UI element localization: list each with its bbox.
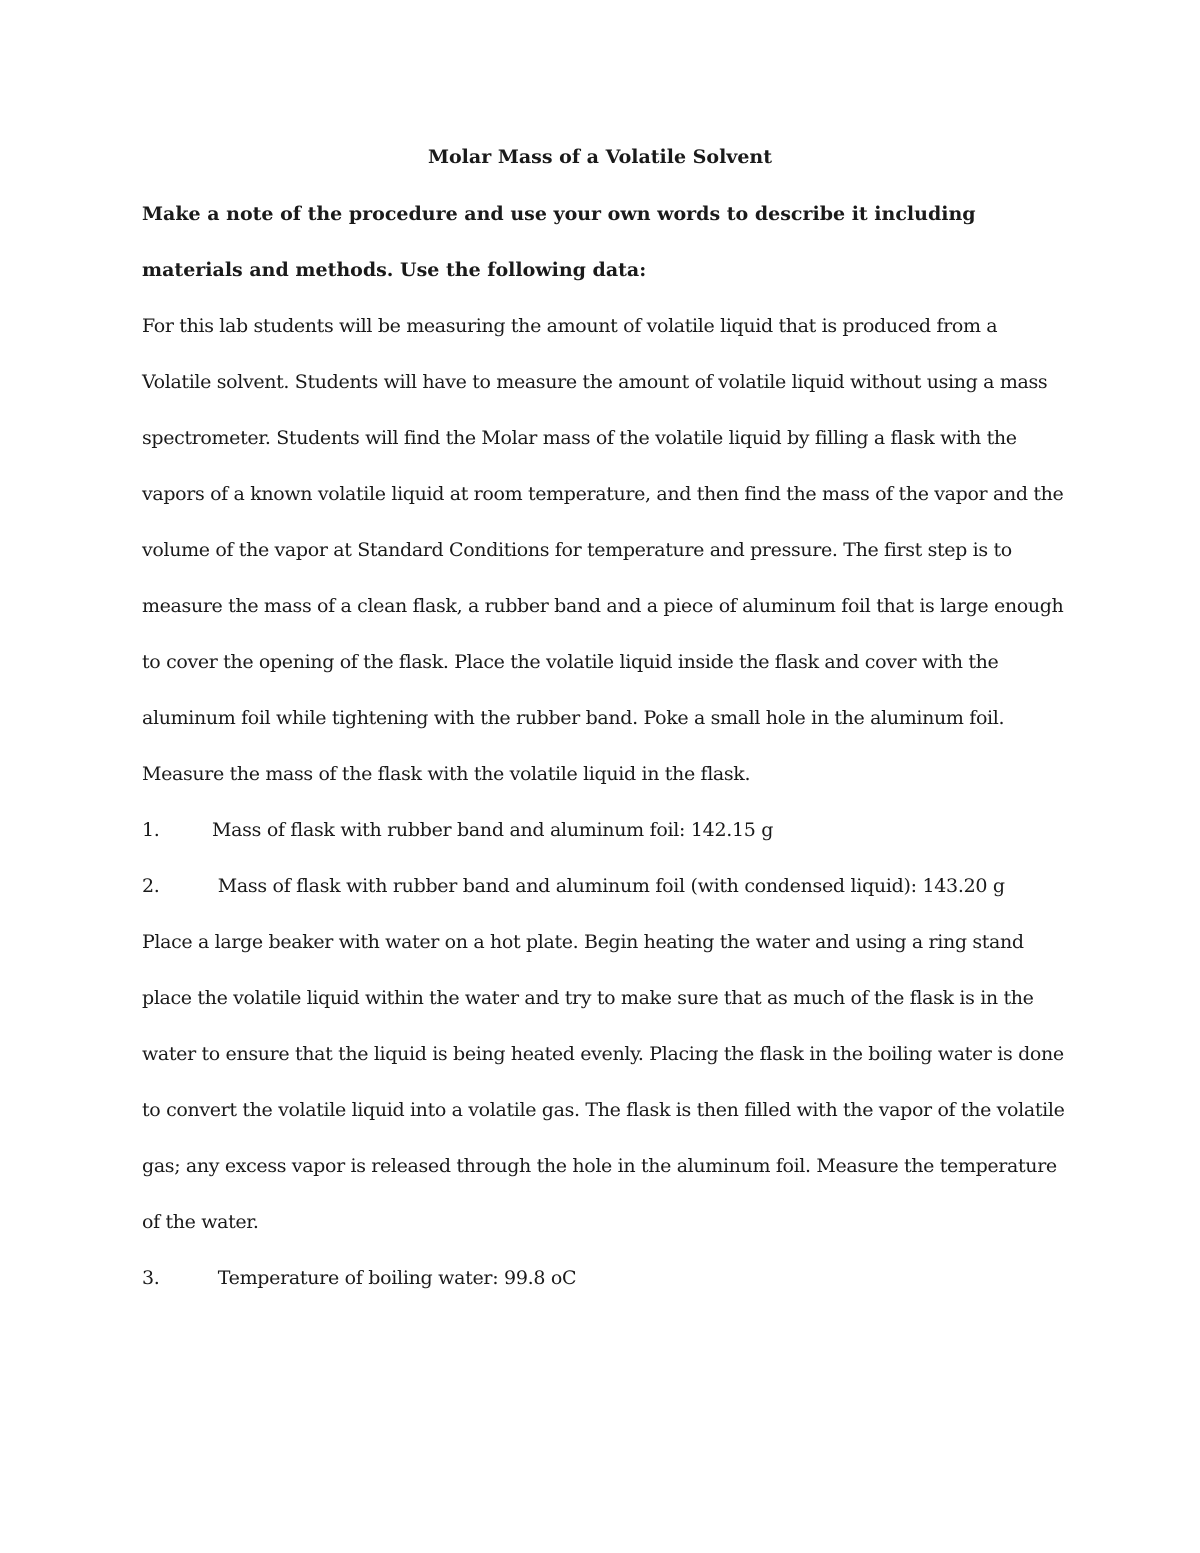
document-title: Molar Mass of a Volatile Solvent <box>427 146 773 168</box>
item-number: 3. <box>142 1267 160 1289</box>
data-item <box>142 1250 1072 1306</box>
data-item <box>142 858 1072 914</box>
data-item <box>142 802 1072 858</box>
item-text: Temperature of boiling water: 99.8 oC <box>212 1267 577 1289</box>
item-text: Mass of flask with rubber band and aluminum foil: 142.15 g <box>212 819 774 841</box>
document-body <box>142 186 1072 1306</box>
item-text: Mass of flask with rubber band and aluminum foil (with condensed liquid): 143.20 g <box>212 875 1005 897</box>
item-number: 2. <box>142 875 160 897</box>
instruction-text: Make a note of the procedure and use your own words to describe it including materials and methods. Use the following data: <box>142 203 976 281</box>
procedure-paragraph-1: For this lab students will be measuring the amount of volatile liquid that is produced from a Volatile solvent. Students will have to measure the amount of volatile liquid without using a mass spectrometer. Students will find the Molar mass of the volatile liquid by filling a flask with the vapors of a known volatile liquid at room temperature, and then find the mass of the vapor and the volume of the vapor at Standard Conditions for temperature and pressure. The first step is to measure the mass of a clean flask, a rubber band and a piece of aluminum foil that is large enough to cover the opening of the flask. Place the volatile liquid inside the flask and cover with the aluminum foil while tightening with the rubber band. Poke a small hole in the aluminum foil. Measure the mass of the flask with the volatile liquid in the flask. <box>142 315 1064 785</box>
procedure-paragraph-2: Place a large beaker with water on a hot plate. Begin heating the water and using a ring stand place the volatile liquid within the water and try to make sure that as much of the flask is in the water to ensure that the liquid is being heated evenly. Placing the flask in the boiling water is done to convert the volatile liquid into a volatile gas. The flask is then filled with the vapor of the volatile gas; any excess vapor is released through the hole in the aluminum foil. Measure the temperature of the water. <box>142 931 1065 1233</box>
item-number: 1. <box>142 819 160 841</box>
